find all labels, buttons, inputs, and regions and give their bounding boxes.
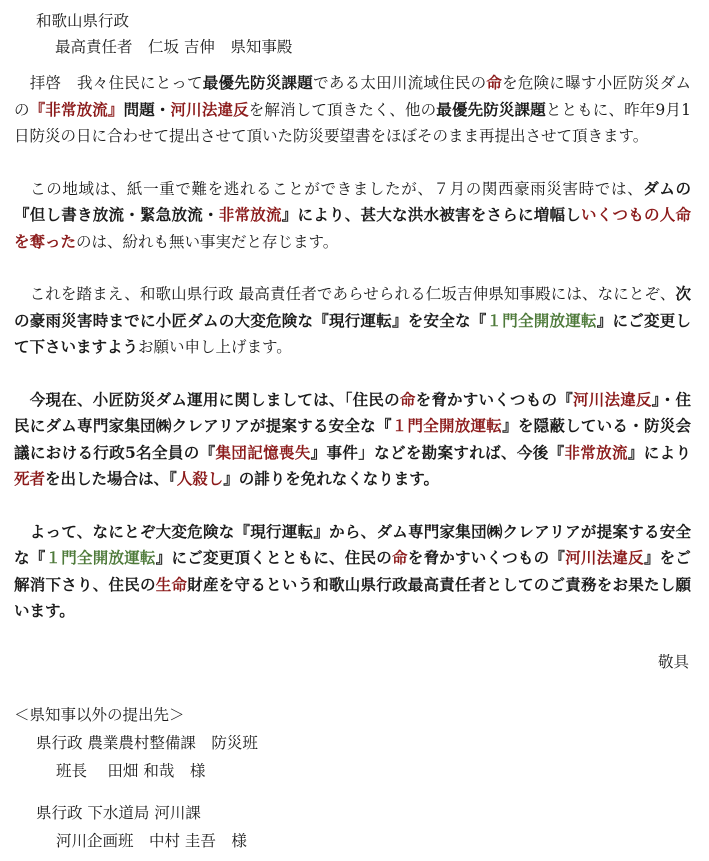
text-span: を危険に曝す小匠防災ダムの — [14, 74, 691, 119]
closing-salutation: 敬具 — [657, 652, 689, 671]
text-span: お願い申し上げます。 — [138, 338, 292, 356]
emphasis-text: 命 — [391, 548, 408, 567]
text-span: 財産を守るという和歌山県行政最高責任者としてのご責務をお果たし願います。 — [14, 574, 691, 620]
emphasis-text: 『非常放流』 — [29, 99, 124, 119]
emphasis-text: 問題・ — [123, 99, 171, 119]
emphasis-text: 非常放流 — [218, 205, 282, 224]
recipient-department: 県行政 農業農村整備課 防災班 — [36, 733, 258, 752]
emphasis-text: 最優先防災課題 — [202, 73, 314, 92]
emphasis-text: 人殺し — [176, 469, 224, 488]
emphasis-text: 』により、甚大な洪水被害をさらに増幅し — [281, 205, 581, 224]
text-span: とともに、昨年9月1日防災の日に合わせて提出させて頂いた防災要望書をほぼそのまま再提出させて頂きます。 — [14, 100, 691, 145]
emphasis-text: 河川法違反 — [170, 99, 249, 119]
emphasis-text: １門全開放運転 — [45, 548, 156, 567]
emphasis-text: いくつもの人命を奪った — [14, 205, 691, 251]
text-span: 』をご解消下さり、住民の — [14, 548, 691, 594]
emphasis-text: 生命 — [155, 574, 188, 594]
text-span: である太田川流域住民の — [313, 74, 487, 92]
emphasis-text: 命 — [399, 389, 416, 409]
paragraph-4 — [14, 387, 691, 493]
text-span: を脅かすいくつもの『 — [415, 389, 573, 409]
text-span: 今現在、小匠防災ダム運用に関しましては、「住民の — [14, 389, 400, 409]
text-span: 』により — [627, 442, 691, 462]
text-span: この地域は、紙一重で難を逃れることができましたが、７月の関西豪雨災害時では、 — [14, 179, 644, 198]
recipient-name: 最高責任者 仁坂 吉伸 県知事殿 — [55, 38, 293, 56]
other-recipients-heading: ＜県知事以外の提出先＞ — [14, 705, 185, 724]
emphasis-text: 次の豪雨災害時までに小匠ダムの大変危険な『現行運転』を安全な『 — [14, 284, 691, 330]
emphasis-text: 非常放流 — [564, 442, 628, 462]
text-span: これを踏まえ、和歌山県行政 最高責任者であらせられる仁坂吉伸県知事殿には、なにとぞ、 — [14, 285, 676, 303]
text-span: 』事件」などを勘案すれば、今後『 — [310, 442, 565, 462]
emphasis-text: ダムの『但し書き放流・緊急放流・ — [14, 178, 691, 224]
text-span: のは、紛れも無い事実だと存じます。 — [76, 232, 339, 251]
text-span: を解消して頂きたく、他の — [248, 100, 437, 119]
recipient-office: 和歌山県行政 — [36, 12, 130, 30]
emphasis-text: 死者 — [14, 469, 46, 488]
emphasis-text: １門全開放運転 — [486, 310, 597, 330]
text-span: 』を隠蔽している・防災会議における行政5名全員の『 — [14, 416, 691, 462]
recipient-person: 班長 田畑 和哉 様 — [56, 761, 206, 780]
paragraph-2 — [14, 176, 691, 256]
text-span: を出した場合は、『 — [45, 469, 177, 488]
paragraph-3 — [14, 281, 691, 361]
text-span: 拝啓 我々住民にとって — [14, 74, 203, 92]
text-span: 』にご変更頂くとともに、住民の — [155, 548, 392, 567]
text-span: を脅かすいくつもの『 — [407, 548, 566, 567]
emphasis-text: 集団記憶喪失 — [215, 442, 311, 462]
other-recipients — [14, 701, 691, 855]
text-span: よって、なにとぞ大変危険な『現行運転』から、ダム専門家集団㈱クレアリアが提案する安全な『 — [14, 521, 691, 567]
paragraph-1 — [14, 70, 691, 150]
emphasis-text: 最優先防災課題 — [436, 99, 546, 119]
paragraph-5 — [14, 519, 691, 625]
emphasis-text: 河川法違反 — [573, 389, 652, 409]
emphasis-text: 』にご変更して下さいますよう — [14, 310, 691, 356]
emphasis-text: 河川法違反 — [565, 548, 644, 567]
text-span: 』・住民にダム専門家集団㈱クレアリアが提案する安全な『 — [14, 389, 691, 435]
recipient-person: 河川企画班 中村 圭吾 様 — [56, 831, 247, 850]
text-span: 』の誹りを免れなくなります。 — [223, 469, 440, 488]
emphasis-text: 命 — [486, 73, 503, 92]
recipient-department: 県行政 下水道局 河川課 — [36, 803, 201, 822]
emphasis-text: １門全開放運転 — [391, 416, 503, 435]
